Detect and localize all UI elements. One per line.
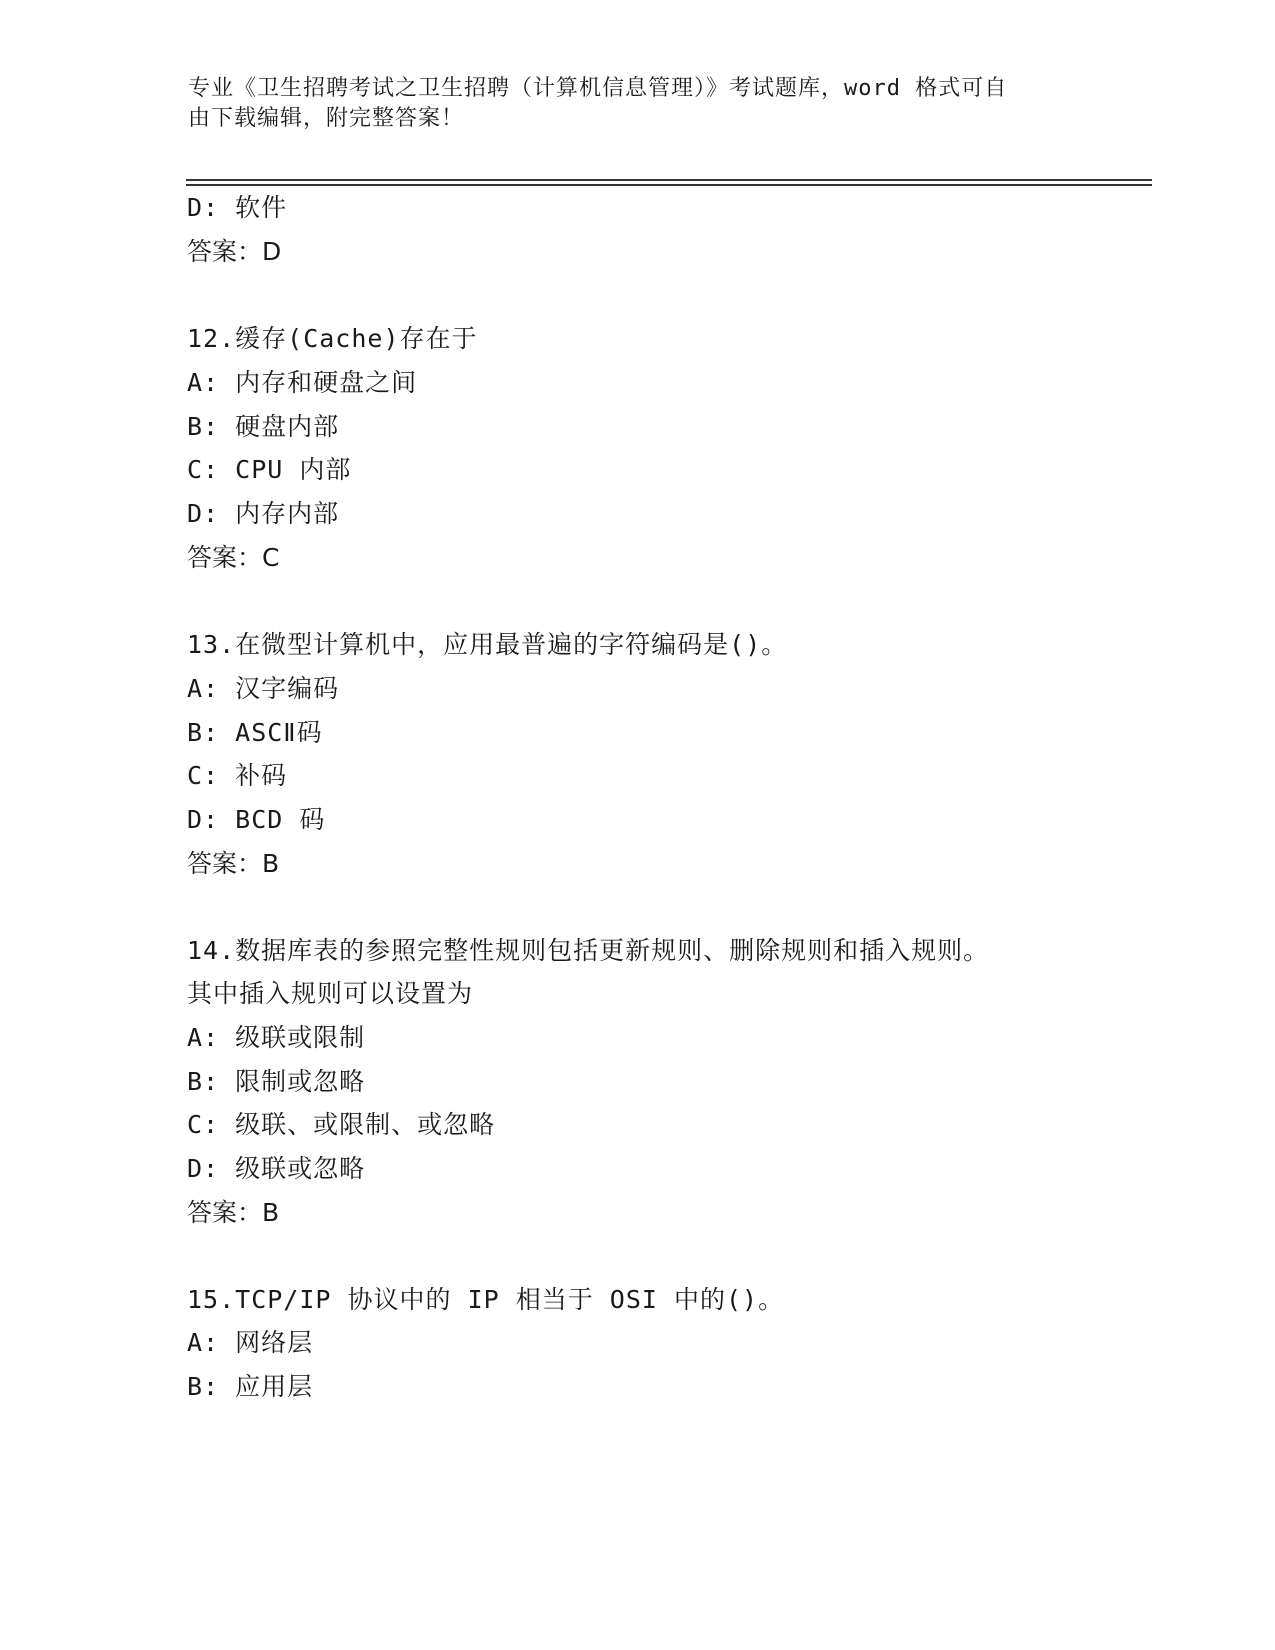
header-divider-top (186, 179, 1152, 181)
question-12-option-d: D: 内存内部 (187, 499, 340, 528)
question-12-option-c: C: CPU 内部 (187, 455, 352, 484)
question-12-option-a: A: 内存和硬盘之间 (187, 368, 418, 397)
question-14-option-d: D: 级联或忽略 (187, 1154, 366, 1183)
question-14-option-c: C: 级联、或限制、或忽略 (187, 1110, 496, 1139)
question-14-stem-continued: 其中插入规则可以设置为 (187, 979, 474, 1008)
question-13-option-b: B: ASCⅡ码 (187, 718, 323, 747)
question-13-option-c: C: 补码 (187, 761, 288, 790)
question-14-option-b: B: 限制或忽略 (187, 1067, 366, 1096)
header-line-2: 由下载编辑，附完整答案！ (188, 106, 465, 131)
question-15-option-b: B: 应用层 (187, 1372, 314, 1401)
question-12-answer: 答案：C (187, 543, 280, 572)
question-12-stem: 12.缓存(Cache)存在于 (187, 324, 478, 353)
question-15-stem: 15.TCP/IP 协议中的 IP 相当于 OSI 中的()。 (187, 1285, 785, 1314)
question-13-answer: 答案：B (187, 849, 280, 878)
prev-option-d: D: 软件 (187, 193, 288, 222)
question-12-option-b: B: 硬盘内部 (187, 412, 340, 441)
question-15-option-a: A: 网络层 (187, 1328, 314, 1357)
question-13-option-a: A: 汉字编码 (187, 674, 340, 703)
question-14-stem: 14.数据库表的参照完整性规则包括更新规则、删除规则和插入规则。 (187, 936, 990, 965)
question-13-stem: 13.在微型计算机中，应用最普遍的字符编码是()。 (187, 630, 788, 659)
header-line-1: 专业《卫生招聘考试之卫生招聘（计算机信息管理）》考试题库，word 格式可自 (188, 76, 1008, 101)
question-14-option-a: A: 级联或限制 (187, 1023, 366, 1052)
header-divider-bottom (186, 184, 1152, 186)
question-13-option-d: D: BCD 码 (187, 805, 326, 834)
question-14-answer: 答案：B (187, 1198, 280, 1227)
document-header (188, 74, 1068, 134)
prev-answer: 答案：D (187, 237, 282, 266)
